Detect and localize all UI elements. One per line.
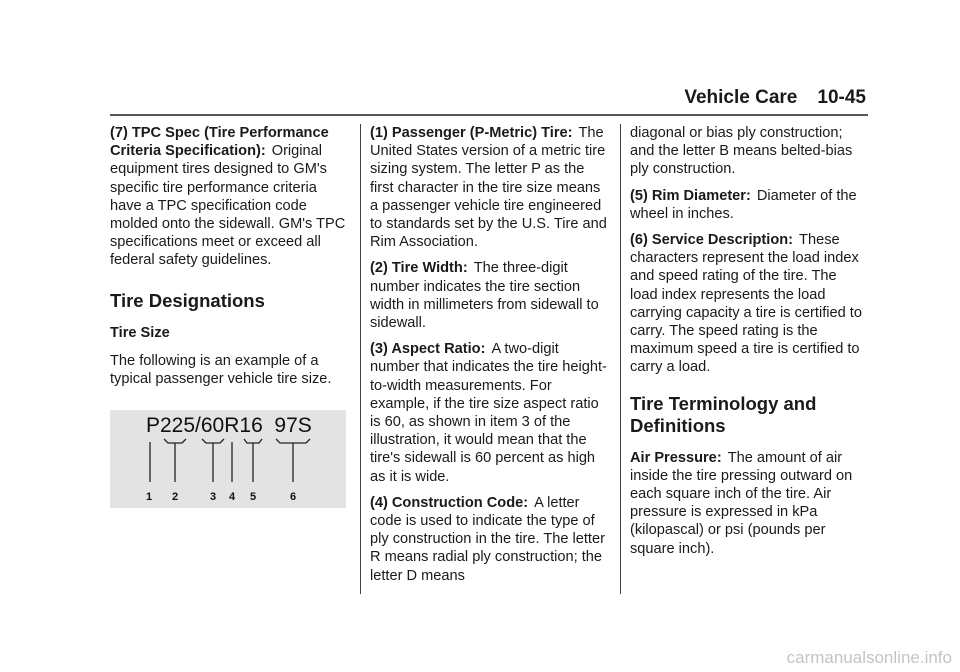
- definition-rim-diameter: (5) Rim Diameter: Diameter of the wheel in inches.: [630, 187, 857, 222]
- tpc-spec-term: (7) TPC Spec (Tire Performance Criteria Specification): [110, 125, 329, 160]
- construction-code-continuation: diagonal or bias ply construction; and the letter B means belted-bias ply construction.: [630, 125, 853, 178]
- column-3: [630, 124, 868, 566]
- callout-number-5: 5: [250, 491, 257, 504]
- definition-term: (5) Rim Diameter: [630, 187, 746, 204]
- tire-designations-heading: Tire Designations: [110, 289, 265, 311]
- definition-service-description: (6) Service Description: These characters represent the load index and speed rating of the tire. The load index represents the load carrying capacity a tire is certified to carry. The speed rating is the maximum speed a tire is certified to carry a load.: [630, 232, 862, 376]
- definition-text: The amount of air inside the tire pressing outward on each square inch of the tire. Air pressure is expressed in kPa (kilopascal) or psi (pounds per square inch).: [630, 449, 853, 557]
- definition-term: (4) Construction Code: [370, 494, 524, 511]
- watermark: carmanualsonline.info: [786, 648, 952, 667]
- callout-number-1: 1: [146, 491, 153, 504]
- tire-size-subheading: Tire Size: [110, 324, 170, 341]
- tire-size-illustration: [110, 410, 346, 508]
- tire-terminology-heading: Tire Terminology and Definitions: [630, 392, 817, 436]
- definition-text: The United States version of a metric tire sizing system. The letter P as the first character in the tire size means a passenger vehicle tire engineered to standards set by the U.S. Tire and Rim Association.: [370, 125, 607, 251]
- definition-term: (3) Aspect Ratio: [370, 341, 481, 358]
- page-header: [560, 84, 866, 112]
- tpc-spec-paragraph: (7) TPC Spec (Tire Performance Criteria Specification): Original equipment tires designed to GM's specific tire performance criteria have a TPC specification code molded onto the sidewall. GM's TPC specifications meet or exceed all federal safety guidelines.: [110, 125, 346, 269]
- column-1: [110, 124, 350, 508]
- tire-size-code: P225/60R16 97S: [146, 414, 312, 438]
- definition-term: (1) Passenger (P-Metric) Tire: [370, 125, 568, 141]
- tire-size-intro: The following is an example of a typical passenger vehicle tire size.: [110, 352, 332, 388]
- definition-term: (2) Tire Width: [370, 260, 463, 277]
- definition-passenger-tire: (1) Passenger (P-Metric) Tire: The United States version of a metric tire sizing system. The letter P as the first character in the tire size means a passenger vehicle tire engineered to standards set by the U.S. Tire and Rim Association.: [370, 125, 607, 251]
- page-number: 10-45: [817, 87, 866, 108]
- section-title: Vehicle Care: [684, 87, 798, 108]
- callout-number-6: 6: [290, 491, 297, 504]
- definition-text: The three-digit number indicates the tire section width in millimeters from sidewall to sidewall.: [370, 260, 599, 332]
- callout-number-3: 3: [210, 491, 217, 504]
- callout-number-4: 4: [229, 491, 236, 504]
- definition-text: These characters represent the load index and speed rating of the tire. The load index represents the load carrying capacity a tire is certified to carry. The speed rating is the maximum speed a tire is certified to carry a load.: [630, 232, 862, 376]
- definition-text: Diameter of the wheel in inches.: [630, 187, 857, 222]
- tpc-spec-text: Original equipment tires designed to GM's specific tire performance criteria have a TPC specification code molded onto the sidewall. GM's TPC specifications meet or exceed all federal safety guidelines.: [110, 143, 346, 269]
- header-rule: [110, 114, 868, 116]
- definition-term: Air Pressure: [630, 449, 717, 466]
- definition-term: (6) Service Description: [630, 232, 789, 249]
- callout-number-2: 2: [172, 491, 179, 504]
- column-divider-2: [620, 124, 621, 594]
- definition-tire-width: (2) Tire Width: The three-digit number indicates the tire section width in millimeters from sidewall to sidewall.: [370, 260, 599, 332]
- definition-text: A two-digit number that indicates the tire height-to-width measurements. For example, if the tire size aspect ratio is 60, as shown in item 3 of the illustration, it would mean that the tire's sidewall is 60 percent as high as it is wide.: [370, 341, 607, 485]
- definition-air-pressure: Air Pressure: The amount of air inside the tire pressing outward on each square inch of the tire. Air pressure is expressed in kPa (kilopascal) or psi (pounds per square inch).: [630, 449, 853, 557]
- definition-construction-code: (4) Construction Code: A letter code is used to indicate the type of ply construction in the tire. The letter R means radial ply construction; the letter D means: [370, 494, 605, 584]
- definition-aspect-ratio: (3) Aspect Ratio: A two-digit number that indicates the tire height-to-width measurements. For example, if the tire size aspect ratio is 60, as shown in item 3 of the illustration, it would mean that the tire's sidewall is 60 percent as high as it is wide.: [370, 341, 607, 485]
- definition-text: A letter code is used to indicate the type of ply construction in the tire. The letter R means radial ply construction; the letter D means: [370, 494, 605, 584]
- column-divider-1: [360, 124, 361, 594]
- column-2: [370, 124, 608, 593]
